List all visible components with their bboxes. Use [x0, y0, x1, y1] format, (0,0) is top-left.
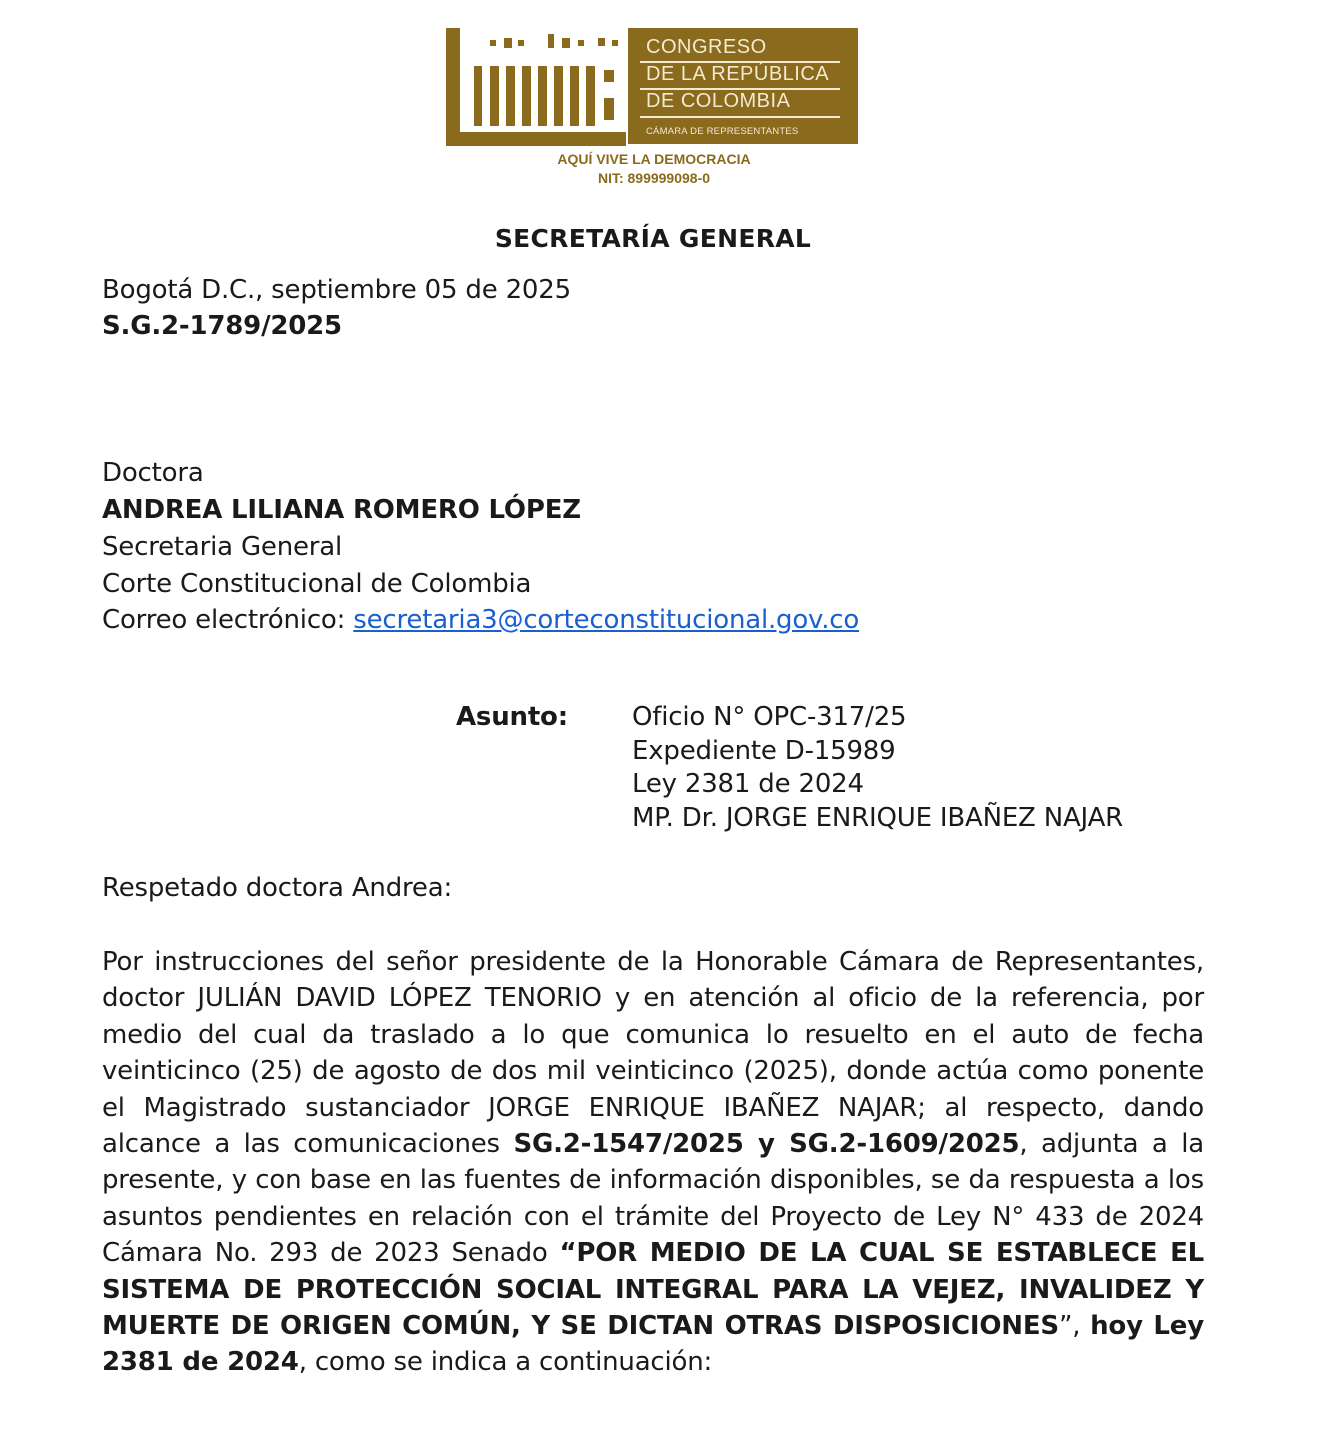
recipient-name: ANDREA LILIANA ROMERO LÓPEZ — [102, 495, 581, 525]
body-text: , como se indica a continuación: — [298, 1347, 713, 1378]
body-bold-text: “POR MEDIO DE LA CUAL SE ESTABLECE EL SISTEMA DE PROTECCIÓN SOCIAL INTEGRAL PARA LA VEJEZ, INVALIDEZ Y MUERTE DE ORIGEN COMÚN, Y SE DICTAN OTRAS DISPOSICIONES — [102, 1238, 1205, 1342]
recipient-email-row — [102, 606, 859, 634]
body-text: Por instrucciones del señor presidente de la Honorable Cámara de Representantes, doctor JULIÁN DAVID LÓPEZ TENORIO y en atención al oficio de la referencia, por medio del cual da traslado a lo que comunica lo resuelto en el auto de fecha veinticinco (25) de agosto de dos mil veinticinco (2025), donde actúa como ponente el Magistrado sustanciador JORGE ENRIQUE IBAÑEZ NAJAR; al respecto, dando alcance a las comunicaciones — [102, 947, 1204, 1160]
logo-tagline-block — [534, 150, 774, 188]
email-link[interactable]: secretaria3@corteconstitucional.gov.co — [353, 605, 860, 635]
body-bold-text: hoy Ley 2381 de 2024 — [102, 1311, 1204, 1378]
logo-line-3: DE COLOMBIA — [646, 90, 791, 112]
recipient-title: Doctora — [102, 458, 204, 488]
logo-nit: NIT: 899999098-0 — [597, 170, 711, 186]
recipient-institution: Corte Constitucional de Colombia — [102, 569, 532, 599]
logo-line-1: CONGRESO — [646, 36, 767, 58]
subject-line: Oficio N° OPC-317/25 — [632, 702, 907, 732]
logo-tagline: AQUÍ VIVE LA DEMOCRACIA — [557, 151, 751, 167]
subject-line: Expediente D-15989 — [632, 736, 896, 766]
letter-date: Bogotá D.C., septiembre 05 de 2025 — [102, 275, 571, 305]
body-text: , adjunta a la presente, y con base en las fuentes de información disponibles, se da respuesta a los asuntos pendientes en relación con el trámite del Proyecto de Ley N° 433 de 2024 Cámara No. 293 de 2023 Senado — [102, 1129, 1204, 1269]
subject-line: Ley 2381 de 2024 — [632, 769, 864, 799]
logo-line-2: DE LA REPÚBLICA — [646, 63, 830, 85]
logo-line-4: CÁMARA DE REPRESENTANTES — [646, 126, 799, 137]
office-title: SECRETARÍA GENERAL — [494, 224, 812, 253]
greeting: Respetado doctora Andrea: — [102, 873, 453, 903]
subject-label: Asunto: — [456, 702, 568, 732]
email-label: Correo electrónico: — [102, 605, 354, 635]
letter-reference: S.G.2-1789/2025 — [102, 311, 342, 341]
logo-rule — [640, 116, 840, 118]
logo-text-panel — [628, 28, 858, 144]
recipient-position: Secretaria General — [102, 532, 343, 562]
body-text: ”, — [1058, 1311, 1091, 1342]
body-bold-text: SG.2-1547/2025 y SG.2-1609/2025 — [513, 1129, 1020, 1160]
congress-logo — [444, 26, 860, 194]
subject-line: MP. Dr. JORGE ENRIQUE IBAÑEZ NAJAR — [632, 803, 1124, 833]
body-paragraph — [102, 944, 1204, 1381]
